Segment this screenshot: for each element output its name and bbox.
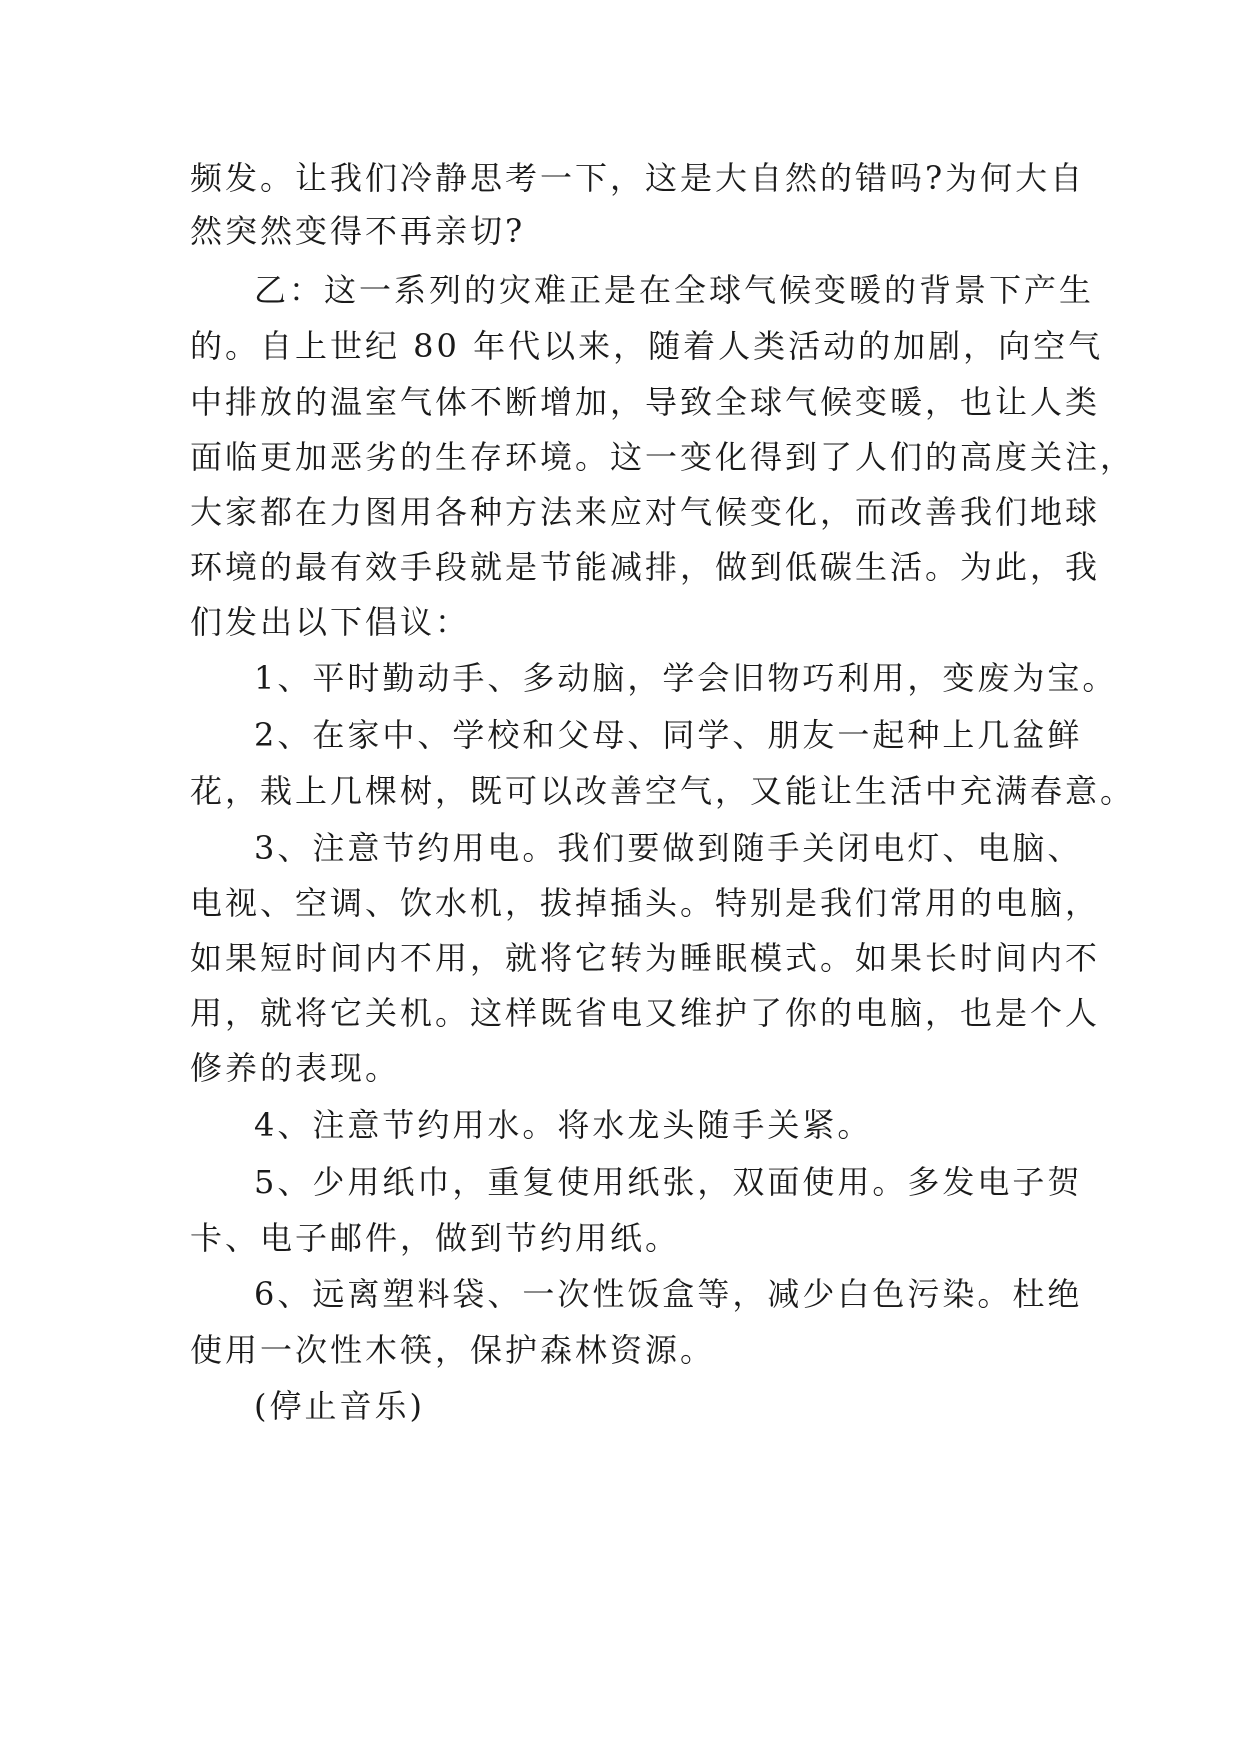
text-line: 卡、电子邮件，做到节约用纸。 (190, 1219, 681, 1257)
text-line: 用，就将它关机。这样既省电又维护了你的电脑，也是个人 (190, 994, 1101, 1032)
text-line: 中排放的温室气体不断增加，导致全球气候变暖，也让人类 (190, 383, 1101, 421)
text-line: 的。自上世纪 80 年代以来，随着人类活动的加剧，向空气 (190, 327, 1104, 365)
list-item-2: 2、在家中、学校和父母、同学、朋友一起种上几盆鲜 (254, 716, 1083, 754)
text-line: 使用一次性木筷，保护森林资源。 (190, 1331, 716, 1369)
list-item-3: 3、注意节约用电。我们要做到随手关闭电灯、电脑、 (254, 829, 1083, 867)
text-line: 环境的最有效手段就是节能减排，做到低碳生活。为此，我 (190, 548, 1101, 586)
text-line: 花，栽上几棵树，既可以改善空气，又能让生活中充满春意。 (190, 772, 1136, 810)
paragraph-speaker-yi: 乙：这一系列的灾难正是在全球气候变暖的背景下产生 (254, 271, 1095, 309)
text-line: 大家都在力图用各种方法来应对气候变化，而改善我们地球 (190, 493, 1101, 531)
text-line: 电视、空调、饮水机，拔掉插头。特别是我们常用的电脑， (190, 884, 1101, 922)
list-item-4: 4、注意节约用水。将水龙头随手关紧。 (254, 1106, 873, 1144)
stage-direction: (停止音乐) (254, 1387, 425, 1425)
text-line: 修养的表现。 (190, 1049, 401, 1087)
list-item-1: 1、平时勤动手、多动脑，学会旧物巧利用，变废为宝。 (254, 659, 1118, 697)
text-line: 如果短时间内不用，就将它转为睡眠模式。如果长时间内不 (190, 939, 1101, 977)
text-line: 频发。让我们冷静思考一下，这是大自然的错吗?为何大自 (190, 159, 1086, 197)
text-line: 面临更加恶劣的生存环境。这一变化得到了人们的高度关注， (190, 438, 1136, 476)
text-line: 们发出以下倡议： (190, 603, 471, 641)
list-item-6: 6、远离塑料袋、一次性饭盒等，减少白色污染。杜绝 (254, 1275, 1083, 1313)
text-line: 然突然变得不再亲切? (190, 212, 526, 250)
list-item-5: 5、少用纸巾，重复使用纸张，双面使用。多发电子贺 (254, 1163, 1083, 1201)
